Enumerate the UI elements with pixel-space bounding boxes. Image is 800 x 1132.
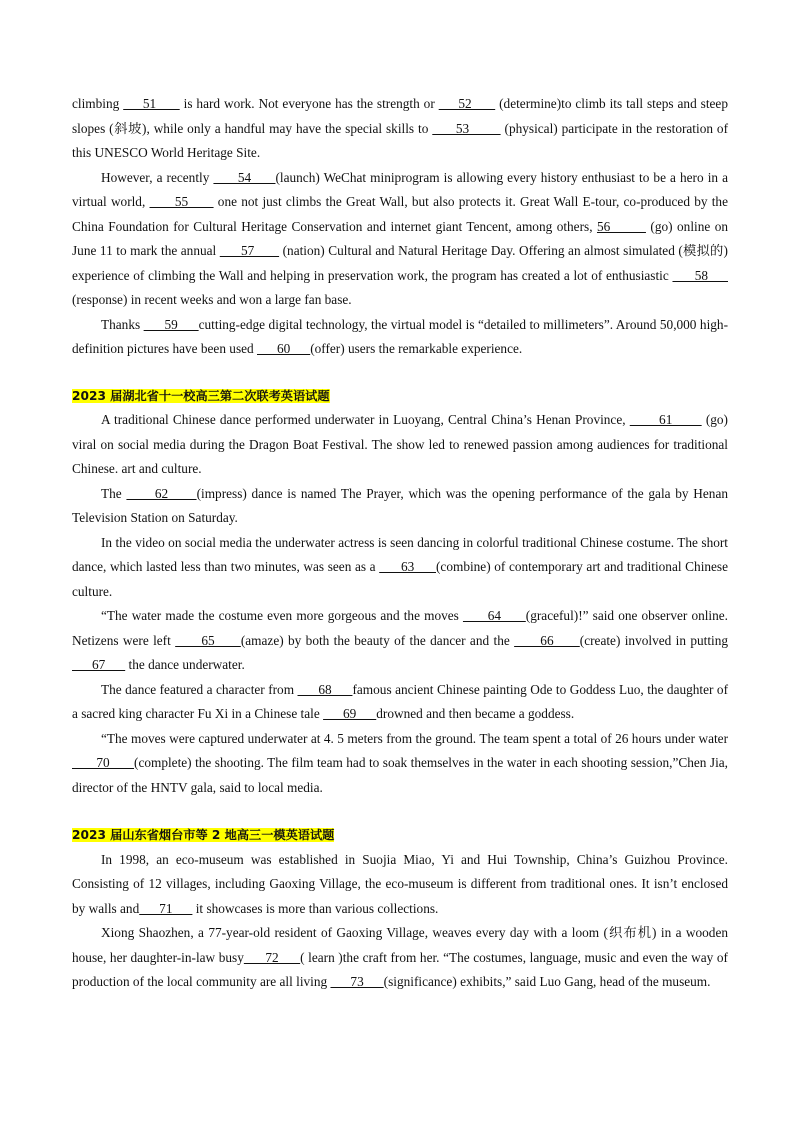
text-segment: “The moves were captured underwater at 4. 5 meters from the ground. The team spent a total of 26 hours under water [101,730,728,746]
passage-section-3 [72,848,732,995]
text-segment: (impress) dance is named The Prayer, which was the opening performance of the gala by Henan Television Station on Saturday. [72,485,732,525]
answer-blank[interactable]: 65 [175,632,241,648]
answer-blank[interactable]: 62 [126,485,197,501]
paragraph [72,313,728,362]
answer-blank[interactable]: 53 [432,120,501,136]
paragraph [72,848,732,922]
answer-blank[interactable]: 51 [123,96,180,111]
answer-blank[interactable]: 61 [629,412,702,427]
text-segment: cutting-edge digital technology, the virtual model is “detailed to millimeters”. Around 50,000 high-definition pictures have been used [72,316,729,356]
answer-blank[interactable]: 59 [143,316,199,332]
text-segment: “The water made the costume even more gorgeous and the moves [101,608,463,623]
paragraph [72,678,732,727]
section-heading-2 [72,384,728,409]
text-segment: A traditional Chinese dance performed underwater in Luoyang, Central China’s Henan Province, [101,412,630,427]
text-segment: (create) involved in putting [579,632,732,648]
section-gap [72,800,728,823]
text-segment: Thanks [101,316,144,332]
answer-blank[interactable]: 67 [72,657,126,672]
text-segment: The dance featured a character from [101,681,298,697]
answer-blank[interactable]: 56 [596,218,646,234]
text-segment: famous ancient Chinese painting Ode to Goddess Luo, the daughter of a sacred king character Fu Xi in a Chinese tale [72,681,732,721]
answer-blank[interactable]: 66 [514,632,580,648]
answer-blank[interactable]: 52 [438,96,496,111]
section-gap [72,362,728,384]
answer-blank[interactable]: 70 [72,755,135,770]
answer-blank[interactable]: 72 [243,949,301,965]
text-segment: (nation) Cultural and Natural Heritage Day. Offering an almost simulated (模拟的) experience of climbing the Wall and helping in preservation work, the program has created a lot of enthusiastic [72,243,732,283]
answer-blank[interactable]: 60 [257,341,311,356]
answer-blank[interactable]: 58 [672,267,728,283]
text-segment: (determine)to climb its tall steps and steep slopes (斜坡), while only a handful may have the special skills to [72,96,732,136]
text-segment: (launch) WeChat miniprogram is allowing every history enthusiast to be a hero in a virtual world, [72,169,732,209]
text-segment: drowned and then became a goddess. [376,706,575,721]
answer-blank[interactable]: 57 [219,243,280,258]
answer-blank[interactable]: 54 [213,169,276,185]
section-heading-3 [72,823,728,848]
highlighted-heading-text: 2023 届湖北省十一校高三第二次联考英语试题 [72,388,330,403]
text-segment: (significance) exhibits,” said Luo Gang, head of the museum. [383,974,711,989]
text-segment: Xiong Shaozhen, a 77-year-old resident of Gaoxing Village, weaves every day with a loom (织布机) in a wooden house, her daughter-in-law busy [72,925,732,965]
text-segment: However, a recently [101,169,214,185]
answer-blank[interactable]: 69 [323,706,377,721]
answer-blank[interactable]: 73 [330,974,384,989]
text-segment: (complete) the shooting. The film team had to soak themselves in the water in each shooting session,”Chen Jia, director of the HNTV gala, said to local media. [72,755,732,795]
text-segment: one not just climbs the Great Wall, but also protects it. Great Wall E-tour, co-produced by the China Foundation for Cultural Heritage Conservation and internet giant Tencent, among others, [72,194,732,234]
text-segment: The [101,485,127,501]
paragraph [72,166,732,313]
passage-section-1 [72,92,732,362]
text-segment: In 1998, an eco-museum was established in Suojia Miao, Yi and Hui Township, China’s Guizhou Province. Consisting of 12 villages, including Gaoxing Village, the eco-museum is different from traditional ones. It isn’t enclosed by walls and [72,851,732,916]
text-segment: is hard work. Not everyone has the strength or [179,96,439,111]
answer-blank[interactable]: 71 [139,900,193,916]
answer-blank[interactable]: 63 [379,559,436,574]
answer-blank[interactable]: 64 [462,608,526,623]
text-segment: In the video on social media the underwater actress is seen dancing in colorful traditional Chinese costume. The short dance, which lasted less than two minutes, was seen as a [72,534,732,574]
text-segment: (graceful)!” said one observer online. Netizens were left [72,608,732,648]
text-segment: climbing [72,96,124,111]
paragraph [72,482,732,531]
text-segment: (go) viral on social media during the Dragon Boat Festival. The show led to renewed passion among audiences for traditional Chinese. art and culture. [72,412,732,476]
paragraph [72,92,732,166]
text-segment: (go) online on June 11 to mark the annual [72,218,732,258]
paragraph [72,604,732,678]
paragraph [72,727,732,801]
text-segment: (amaze) by both the beauty of the dancer and the [240,632,515,648]
passage-section-2 [72,408,732,800]
text-segment: ( learn )the craft from her. “The costumes, language, music and even the way of production of the local community are all living [72,949,732,989]
text-segment: it showcases is more than various collections. [192,900,439,916]
text-segment: (response) in recent weeks and won a large fan base. [72,267,732,307]
highlighted-heading-text: 2023 届山东省烟台市等 2 地高三一模英语试题 [72,828,335,842]
answer-blank[interactable]: 55 [149,194,214,209]
document-page [72,92,732,995]
paragraph [72,408,732,482]
answer-blank[interactable]: 68 [297,681,353,697]
text-segment: (physical) participate in the restoration of this UNESCO World Heritage Site. [72,120,732,160]
text-segment: (combine) of contemporary art and traditional Chinese culture. [72,559,732,599]
paragraph [72,921,732,995]
paragraph [72,531,732,605]
text-segment: the dance underwater. [125,657,245,672]
text-segment: (offer) users the remarkable experience. [310,341,523,356]
